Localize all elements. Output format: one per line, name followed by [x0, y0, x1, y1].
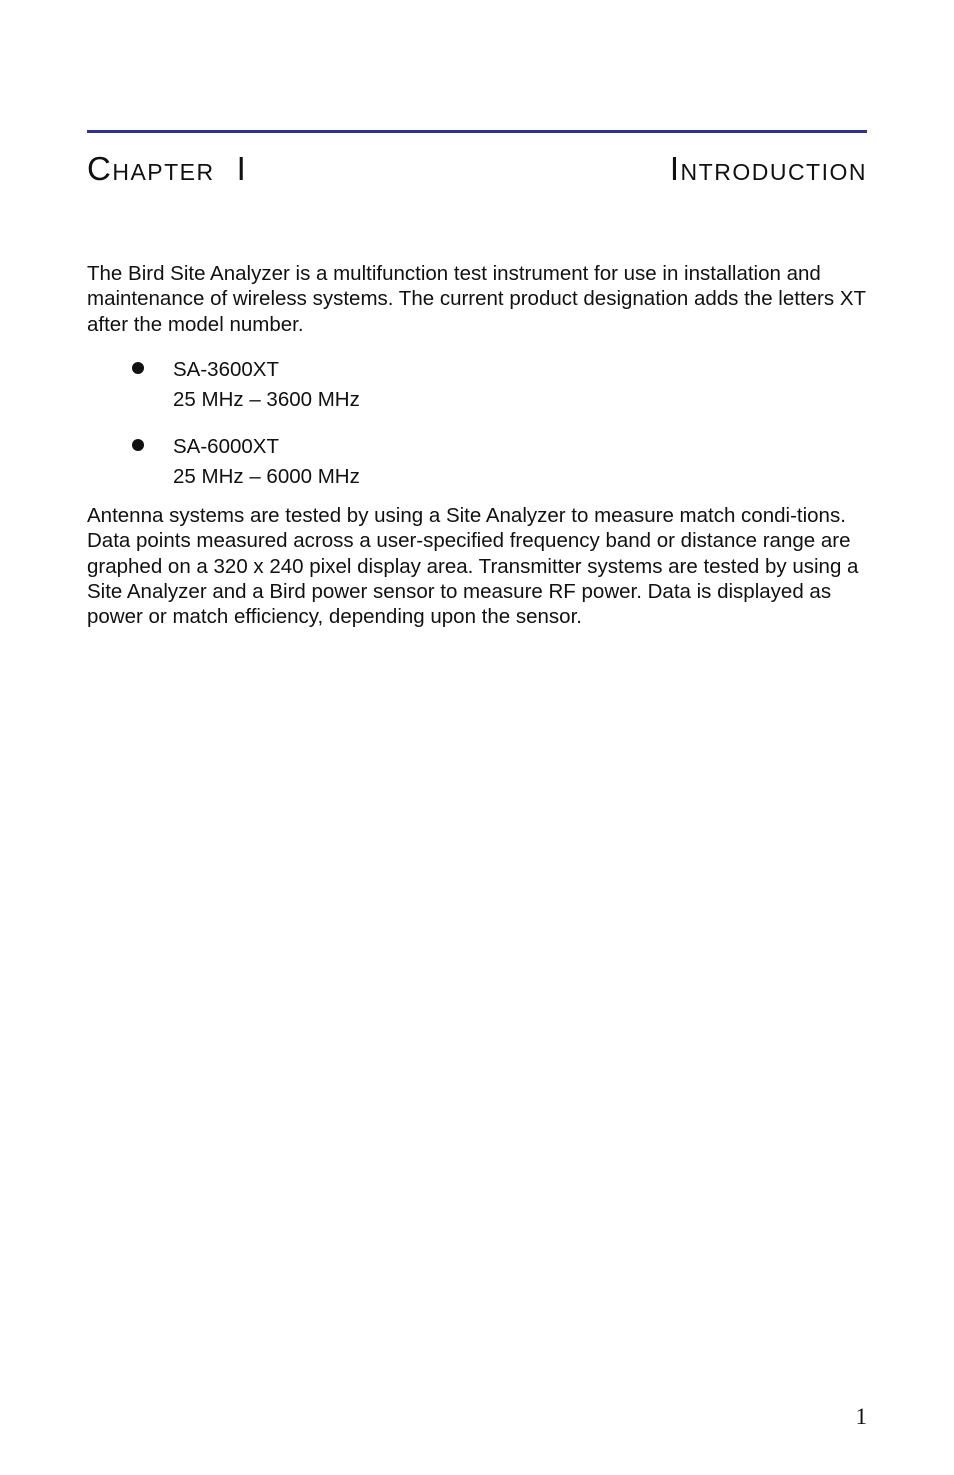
chapter-title: Introduction [669, 150, 867, 187]
model-entry [173, 432, 360, 492]
model-name: SA-6000XT [173, 435, 279, 458]
chapter-header [87, 150, 867, 194]
intro-paragraph: The Bird Site Analyzer is a multifunction test instrument for use in installation and maintenance of wireless systems. The current product designation adds the letters XT after the model number. [87, 262, 866, 336]
model-range: 25 MHz – 3600 MHz [173, 388, 360, 411]
bullet-dot [132, 362, 144, 374]
model-entry [173, 355, 360, 415]
list-item [0, 432, 954, 496]
list-item [0, 355, 954, 419]
chapter-number: I [236, 150, 248, 187]
model-name: SA-3600XT [173, 358, 279, 381]
body-paragraph: Antenna systems are tested by using a Site Analyzer to measure match condi-tions. Data points measured across a user-specified frequency band or distance range are graphed on a 320 x 240 pixel display area. Transmitter systems are tested by using a Site Analyzer and a Bird power sensor to measure RF power. Data is displayed as power or match efficiency, depending upon the sensor. [87, 504, 859, 629]
chapter-rule [87, 130, 867, 133]
bullet-dot [132, 439, 144, 451]
page-number: 1 [855, 1404, 867, 1429]
chapter-word: Chapter [87, 150, 215, 187]
model-range: 25 MHz – 6000 MHz [173, 465, 360, 488]
chapter-label [87, 150, 247, 188]
